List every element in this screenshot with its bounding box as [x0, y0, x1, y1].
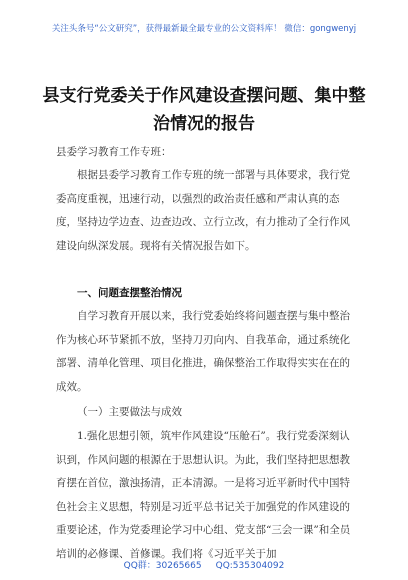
footer-contacts — [0, 558, 408, 571]
paragraph-section-intro: 自学习教育开展以来，我行党委始终将问题查摆与集中整治作为核心环节紧抓不放，坚持刀刃向内、自我革命，通过系统化部署、清单化管理、项目化推进，确保整治工作取得实实在在的成效。 — [56, 310, 350, 393]
paragraph-item-1: 1.强化思想引领，筑牢作风建设“压舱石”。我行党委深刻认识到，作风问题的根源在于思想认识。为此，我们坚持把思想教育摆在首位，激浊扬清，正本清源。一是将习近平新时代中国特色社会主义思想，特别是习近平总书记关于加强党的作风建设的重要论述，作为党委理论学习中心组、党支部“三会一课”和全员培训的必修课、首修课。我们将《习近平关于加 — [56, 430, 351, 560]
section-heading: 一、问题查摆整治情况 — [77, 287, 182, 299]
footer-qq: QQ:535304092 — [215, 561, 285, 571]
paragraph-intro: 根据县委学习教育工作专班的统一部署与具体要求，我行党委高度重视，迅速行动，以强烈的政治责任感和严肃认真的态度，坚持边学边查、边查边改、立行立改，有力推动了全行作风建设向纵深发展。现将有关情况报告如下。 — [56, 169, 350, 252]
subsection-heading: （一）主要做法与成效 — [77, 406, 182, 418]
footer-qq-group: QQ群：30265665 — [123, 561, 202, 571]
salutation: 县委学习教育工作专班： — [56, 146, 172, 158]
document-title: 县支行党委关于作风建设查摆问题、集中整治情况的报告 — [42, 86, 366, 134]
header-note: 关注头条号“公文研究”，获得最新最全最专业的公文资料库！ 微信：gongwenyj — [51, 24, 357, 34]
